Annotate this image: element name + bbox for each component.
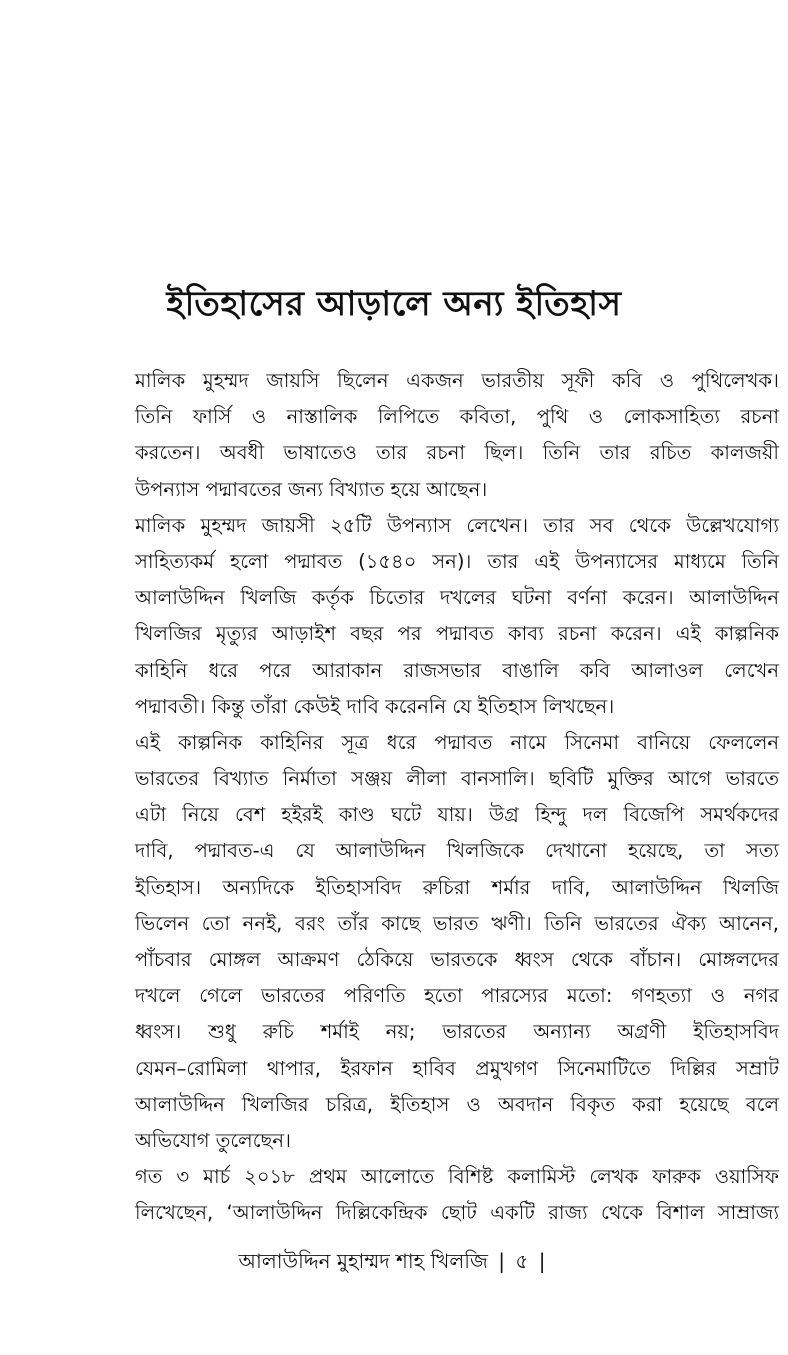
text-line: তিনি ফার্সি ও নাস্তালিক লিপিতে কবিতা, পুথি ও লোকসাহিত্য রচনা	[135, 405, 779, 429]
text-line: কাহিনি ধরে পরে আরাকান রাজসভার বাঙালি কবি আলাওল লেখেন	[135, 658, 779, 682]
text-line: ভিলেন তো ননই, বরং তাঁর কাছে ভারত ঋণী। তিনি ভারতের ঐক্য আনেন,	[135, 911, 779, 935]
text-line: খিলজির মৃত্যুর আড়াইশ বছর পর পদ্মাবত কাব্য রচনা করেন। এই কাল্পনিক	[135, 622, 779, 646]
footer-separator: |	[498, 1249, 506, 1273]
footer-end-separator: |	[538, 1249, 546, 1273]
text-line: আলাউদ্দিন খিলজির চরিত্র, ইতিহাস ও অবদান বিকৃত করা হয়েছে বলে	[135, 1092, 779, 1116]
text-line: এটা নিয়ে বেশ হইরই কাণ্ড ঘটে যায়। উগ্র হিন্দু দল বিজেপি সমর্থকদের	[135, 803, 779, 827]
text-line: পাঁচবার মোঙ্গল আক্রমণ ঠেকিয়ে ভারতকে ধ্বংস থেকে বাঁচান। মোঙ্গলদের	[135, 948, 779, 971]
text-line: করতেন। অবধী ভাষাতেও তার রচনা ছিল। তিনি তার রচিত কালজয়ী	[135, 441, 779, 465]
text-line: মালিক মুহম্মদ জায়সী ২৫টি উপন্যাস লেখেন। তার সব থেকে উল্লেখযোগ্য	[135, 513, 779, 537]
text-line: দখলে গেলে ভারতের পরিণতি হতো পারস্যের মতো: গণহত্যা ও নগর	[135, 984, 779, 1008]
text-line: অভিযোগ তুলেছেন।	[135, 1128, 291, 1152]
text-line: গত ৩ মার্চ ২০১৮ প্রথম আলোতে বিশিষ্ট কলামিস্ট লেখক ফারুক ওয়াসিফ	[135, 1165, 779, 1189]
body-text	[135, 363, 779, 1232]
text-line: আলাউদ্দিন খিলজি কর্তৃক চিতোর দখলের ঘটনা বর্ণনা করেন। আলাউদ্দিন	[135, 586, 779, 610]
text-line: উপন্যাস পদ্মাবতের জন্য বিখ্যাত হয়ে আছেন।	[135, 477, 488, 501]
text-line: ধ্বংস। শুধু রুচি শর্মাই নয়; ভারতের অন্যান্য অগ্রণী ইতিহাসবিদ	[135, 1020, 779, 1044]
text-line: সাহিত্যকর্ম হলো পদ্মাবত (১৫৪০ সন)। তার এই উপন্যাসের মাধ্যমে তিনি	[135, 549, 779, 573]
chapter-title: ইতিহাসের আড়ালে অন্য ইতিহাস	[166, 284, 622, 324]
text-line: মালিক মুহম্মদ জায়সি ছিলেন একজন ভারতীয় সূফী কবি ও পুথিলেখক।	[135, 369, 779, 392]
text-line: ইতিহাস। অন্যদিকে ইতিহাসবিদ রুচিরা শর্মার দাবি, আলাউদ্দিন খিলজি	[135, 875, 779, 899]
text-line: যেমন–রোমিলা থাপার, ইরফান হাবিব প্রমুখগণ সিনেমাটিতে দিল্লির সম্রাট	[135, 1056, 779, 1080]
page-footer	[0, 1247, 788, 1280]
text-line: লিখেছেন, ‘আলাউদ্দিন দিল্লিকেন্দ্রিক ছোট একটি রাজ্য থেকে বিশাল সাম্রাজ্য	[135, 1201, 779, 1225]
text-line: দাবি, পদ্মাবত-এ যে আলাউদ্দিন খিলজিকে দেখানো হয়েছে, তা সত্য	[135, 839, 779, 863]
text-line: পদ্মাবতী। কিন্তু তাঁরা কেউই দাবি করেননি যে ইতিহাস লিখছেন।	[135, 694, 615, 718]
page-number: ৫	[515, 1249, 529, 1273]
text-line: এই কাল্পনিক কাহিনির সূত্র ধরে পদ্মাবত নামে সিনেমা বানিয়ে ফেললেন	[135, 730, 779, 754]
footer-book-title: আলাউদ্দিন মুহাম্মদ শাহ খিলজি	[238, 1249, 488, 1273]
text-line: ভারতের বিখ্যাত নির্মাতা সঞ্জয় লীলা বানসালি। ছবিটি মুক্তির আগে ভারতে	[135, 767, 779, 791]
